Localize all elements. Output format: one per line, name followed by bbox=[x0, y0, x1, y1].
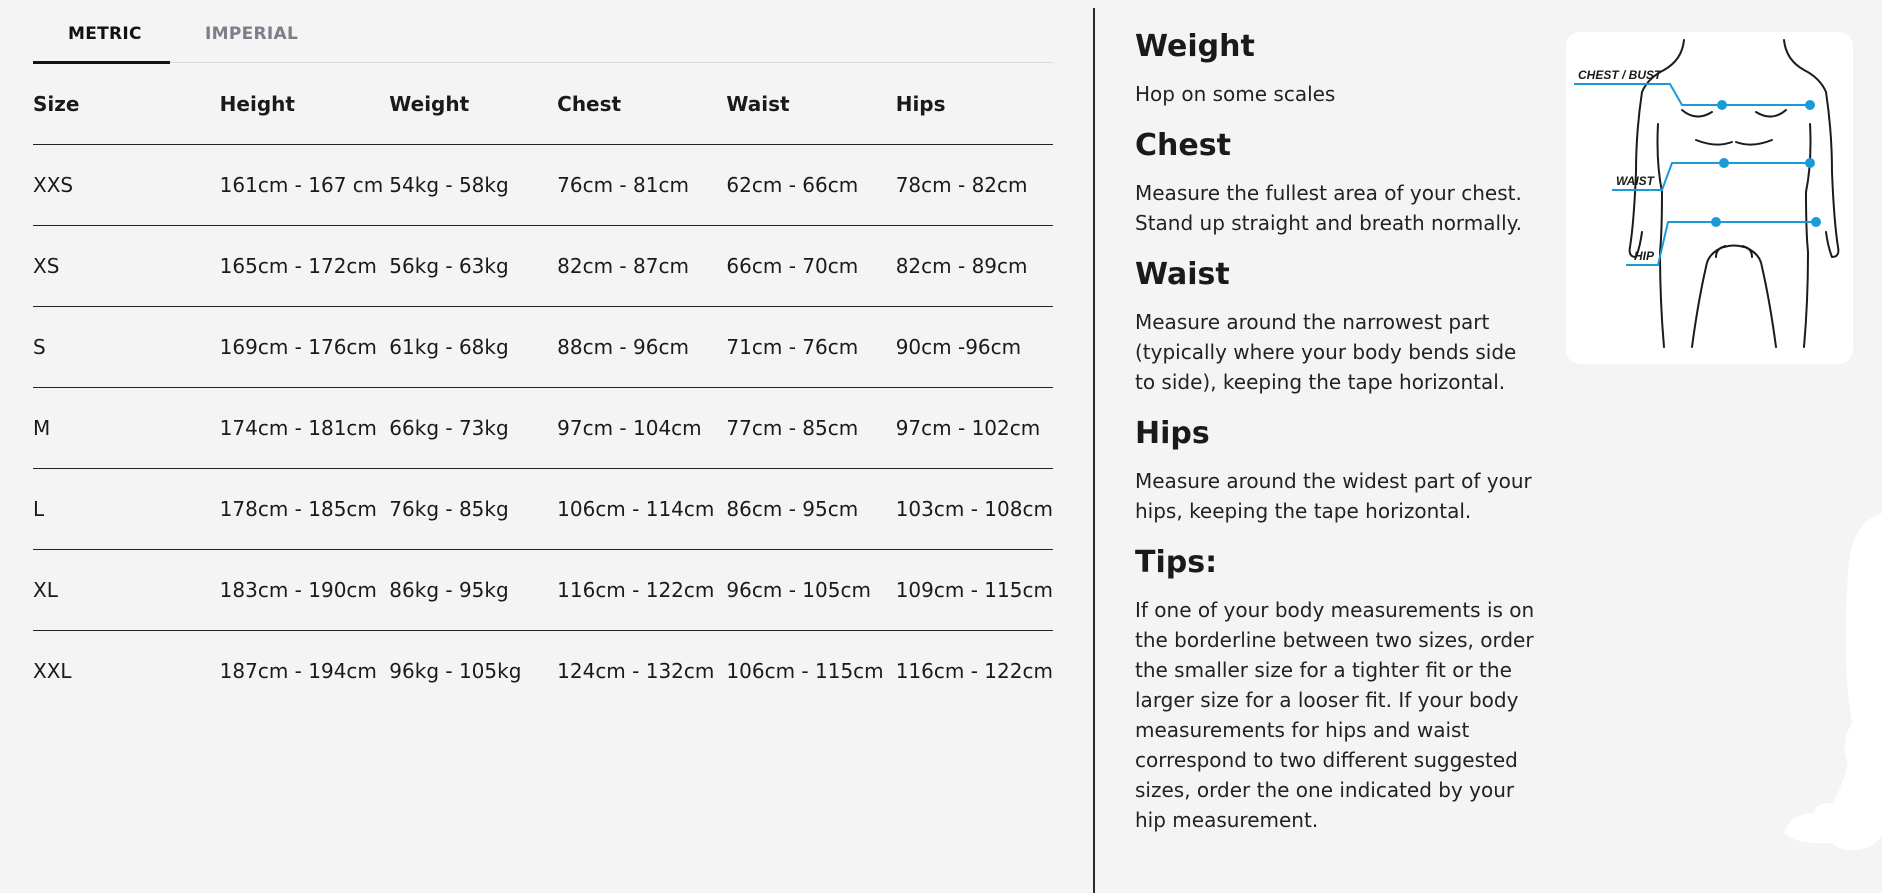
header-waist: Waist bbox=[726, 63, 895, 145]
cell-waist: 66cm - 70cm bbox=[726, 226, 895, 307]
cell-waist: 96cm - 105cm bbox=[726, 550, 895, 631]
cell-size: XXL bbox=[33, 659, 72, 683]
cell-waist: 71cm - 76cm bbox=[726, 307, 895, 388]
body-outline-icon bbox=[1566, 32, 1853, 364]
cell-weight: 56kg - 63kg bbox=[389, 226, 557, 307]
tab-metric[interactable]: METRIC bbox=[68, 24, 142, 44]
cell-weight: 96kg - 105kg bbox=[389, 659, 522, 683]
size-table bbox=[33, 63, 1053, 711]
cell-weight: 54kg - 58kg bbox=[389, 145, 557, 226]
cell-hips: 90cm -96cm bbox=[896, 307, 1053, 388]
header-size: Size bbox=[33, 63, 220, 145]
cell-weight: 61kg - 68kg bbox=[389, 307, 557, 388]
guide-waist-text: Measure around the narrowest part (typically where your body bends side to side), keeping the tape horizontal. bbox=[1135, 310, 1517, 394]
cell-height: 174cm - 181cm bbox=[220, 388, 390, 469]
table-row bbox=[33, 307, 1053, 388]
cell-size: XL bbox=[33, 550, 220, 631]
cell-chest: 88cm - 96cm bbox=[557, 307, 726, 388]
table-row bbox=[33, 145, 1053, 226]
cell-size: M bbox=[33, 388, 220, 469]
cell-size: XXS bbox=[33, 145, 220, 226]
table-row bbox=[33, 469, 1053, 550]
cell-chest: 124cm - 132cm bbox=[557, 659, 715, 683]
cell-height: 178cm - 185cm bbox=[220, 469, 390, 550]
cell-chest: 106cm - 114cm bbox=[557, 469, 726, 550]
guide-hips-text: Measure around the widest part of your hips, keeping the tape horizontal. bbox=[1135, 469, 1532, 523]
cell-hips: 109cm - 115cm bbox=[896, 550, 1053, 631]
guide-chest-text: Measure the fullest area of your chest. Stand up straight and breath normally. bbox=[1135, 181, 1522, 235]
size-chart-panel bbox=[33, 0, 1053, 711]
cell-chest: 97cm - 104cm bbox=[557, 388, 726, 469]
guide-waist-title: Waist bbox=[1135, 257, 1230, 292]
cell-hips: 103cm - 108cm bbox=[896, 469, 1053, 550]
cell-chest: 76cm - 81cm bbox=[557, 145, 726, 226]
header-height: Height bbox=[220, 63, 390, 145]
header-weight: Weight bbox=[389, 63, 557, 145]
cell-height: 169cm - 176cm bbox=[220, 307, 390, 388]
body-measurement-figure bbox=[1566, 32, 1853, 364]
guide-weight-text: Hop on some scales bbox=[1135, 82, 1336, 106]
measurement-guide bbox=[1135, 30, 1535, 847]
guide-tips-text: If one of your body measurements is on the borderline between two sizes, order the smaller size for a tighter fit or the larger size for a looser fit. If your body measurements for hips and waist correspond to two different suggested sizes, order the one indicated by your hip measurement. bbox=[1135, 598, 1535, 832]
vertical-divider bbox=[1093, 8, 1095, 893]
guide-chest-title: Chest bbox=[1135, 128, 1231, 163]
cell-waist: 77cm - 85cm bbox=[726, 388, 895, 469]
decorative-silhouette-icon bbox=[1722, 513, 1882, 893]
cell-height: 165cm - 172cm bbox=[220, 226, 390, 307]
active-tab-indicator bbox=[33, 61, 170, 64]
cell-hips: 116cm - 122cm bbox=[895, 659, 1053, 683]
unit-tabs bbox=[33, 0, 1053, 63]
cell-chest: 82cm - 87cm bbox=[557, 226, 726, 307]
cell-chest: 116cm - 122cm bbox=[557, 550, 726, 631]
chest-bust-label: CHEST / BUST bbox=[1578, 68, 1662, 82]
cell-size: S bbox=[33, 307, 220, 388]
waist-label: WAIST bbox=[1616, 174, 1654, 188]
cell-height: 187cm - 194cm bbox=[219, 659, 377, 683]
cell-weight: 66kg - 73kg bbox=[389, 388, 557, 469]
cell-size: L bbox=[33, 469, 220, 550]
guide-tips-title: Tips: bbox=[1135, 545, 1218, 580]
cell-weight: 76kg - 85kg bbox=[389, 469, 557, 550]
cell-waist: 86cm - 95cm bbox=[726, 469, 895, 550]
table-row bbox=[33, 631, 1053, 712]
guide-hips-title: Hips bbox=[1135, 416, 1210, 451]
table-row bbox=[33, 226, 1053, 307]
cell-weight: 86kg - 95kg bbox=[389, 550, 557, 631]
cell-waist: 62cm - 66cm bbox=[726, 145, 895, 226]
cell-hips: 78cm - 82cm bbox=[896, 145, 1053, 226]
table-row bbox=[33, 550, 1053, 631]
tab-imperial[interactable]: IMPERIAL bbox=[205, 24, 299, 44]
guide-weight-title: Weight bbox=[1135, 29, 1255, 64]
header-hips: Hips bbox=[896, 63, 1053, 145]
cell-hips: 82cm - 89cm bbox=[896, 226, 1053, 307]
table-row bbox=[33, 388, 1053, 469]
cell-height: 161cm - 167 cm bbox=[220, 145, 390, 226]
cell-waist: 106cm - 115cm bbox=[726, 659, 884, 683]
header-chest: Chest bbox=[557, 63, 726, 145]
table-header-row bbox=[33, 63, 1053, 145]
cell-height: 183cm - 190cm bbox=[220, 550, 390, 631]
hip-label: HIP bbox=[1634, 249, 1655, 263]
cell-hips: 97cm - 102cm bbox=[896, 388, 1053, 469]
cell-size: XS bbox=[33, 226, 220, 307]
